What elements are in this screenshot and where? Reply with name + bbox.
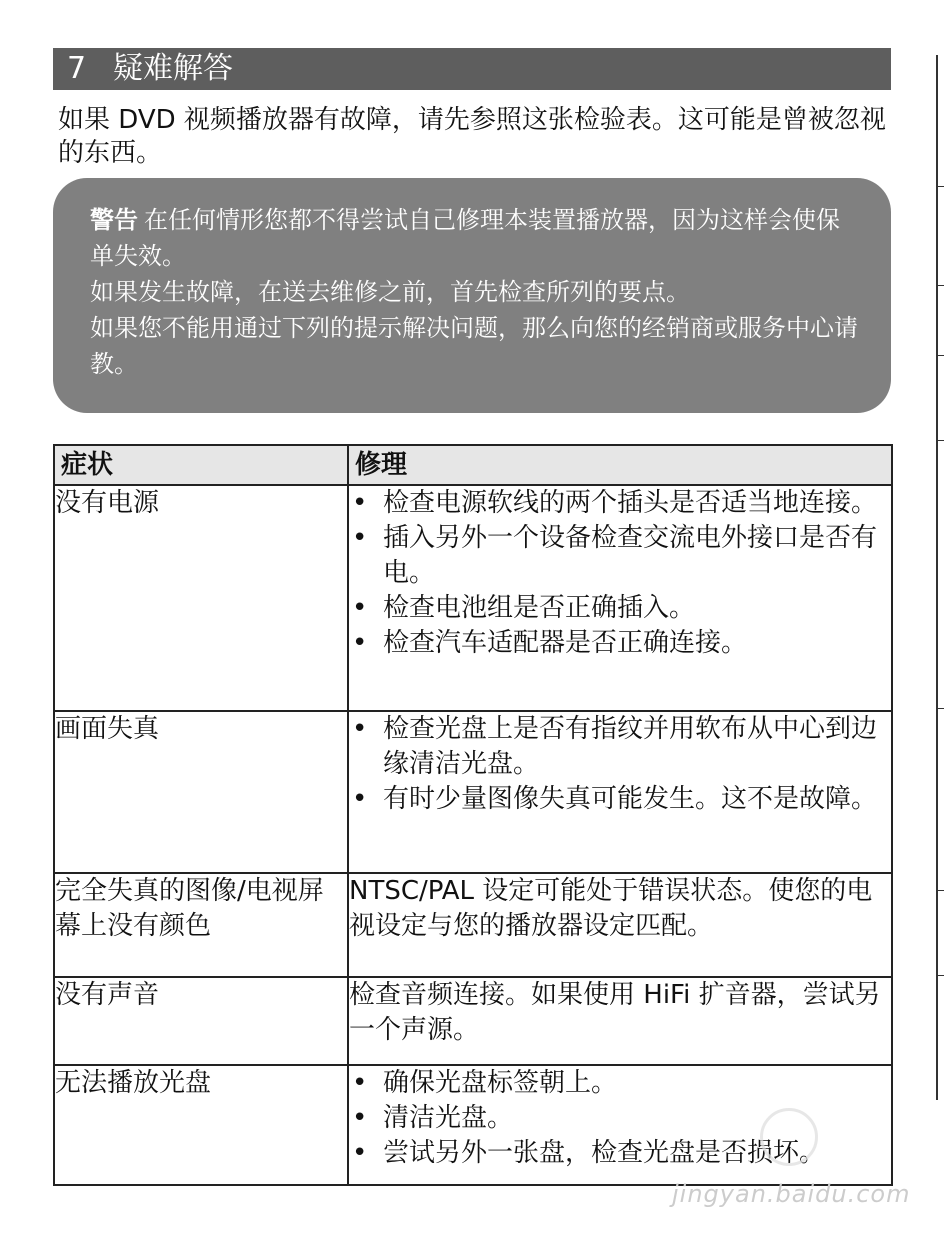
paw-watermark-icon [760, 1108, 818, 1166]
fix-item: • 有时少量图像失真可能发生。这不是故障。 [349, 782, 891, 817]
troubleshooting-table [53, 444, 893, 1186]
fix-cell [348, 873, 892, 977]
table-row [54, 711, 892, 873]
fix-cell [348, 711, 892, 873]
fix-text: 检查音频连接。如果使用 HiFi 扩音器，尝试另一个声源。 [349, 980, 881, 1045]
section-title: 疑难解答 [113, 51, 233, 86]
fix-item: • 检查电池组是否正确插入。 [349, 591, 891, 626]
symptom-cell: 没有电源 [54, 485, 348, 711]
section-number: 7 [67, 51, 87, 86]
column-header-symptom: 症状 [54, 445, 348, 485]
page-edge-tick [936, 285, 944, 286]
table-row [54, 485, 892, 711]
fix-list [349, 712, 891, 817]
section-header [53, 48, 891, 90]
column-header-fix: 修理 [348, 445, 892, 485]
fix-text: NTSC/PAL 设定可能处于错误状态。使您的电视设定与您的播放器设定匹配。 [349, 876, 873, 941]
fix-item: • 检查电源软线的两个插头是否适当地连接。 [349, 486, 891, 521]
page-edge-tick [936, 708, 944, 709]
warning-box [53, 178, 891, 413]
table-row [54, 977, 892, 1065]
warning-line [90, 202, 861, 274]
fix-item: • 确保光盘标签朝上。 [349, 1066, 891, 1101]
table-header-row [54, 445, 892, 485]
fix-item: • 尝试另外一张盘，检查光盘是否损坏。 [349, 1136, 891, 1171]
page-edge-rule [936, 55, 938, 1100]
warning-line: 如果您不能用通过下列的提示解决问题，那么向您的经销商或服务中心请教。 [90, 314, 858, 378]
warning-text: 在任何情形您都不得尝试自己修理本装置播放器，因为这样会使保单失效。 [90, 206, 840, 270]
symptom-cell: 无法播放光盘 [54, 1065, 348, 1185]
symptom-cell: 画面失真 [54, 711, 348, 873]
page-edge-tick [936, 355, 944, 356]
warning-line: 如果发生故障，在送去维修之前，首先检查所列的要点。 [90, 278, 690, 306]
table-row [54, 873, 892, 977]
fix-item: • 清洁光盘。 [349, 1101, 891, 1136]
watermark-text: jingyan.baidu.com [672, 1180, 911, 1208]
fix-item: • 插入另外一个设备检查交流电外接口是否有电。 [349, 521, 891, 591]
fix-item: • 检查光盘上是否有指纹并用软布从中心到边缘清洁光盘。 [349, 712, 891, 782]
symptom-cell: 完全失真的图像/电视屏幕上没有颜色 [54, 873, 348, 977]
fix-cell [348, 485, 892, 711]
page-edge-tick [936, 890, 944, 891]
fix-list [349, 486, 891, 661]
fix-item: • 检查汽车适配器是否正确连接。 [349, 626, 891, 661]
symptom-cell: 没有声音 [54, 977, 348, 1065]
page-edge-tick [936, 975, 944, 976]
page-edge-tick [936, 440, 944, 441]
intro-paragraph: 如果 DVD 视频播放器有故障，请先参照这张检验表。这可能是曾被忽视的东西。 [58, 105, 886, 168]
fix-cell [348, 977, 892, 1065]
warning-label: 警告 [90, 206, 138, 234]
page-edge-tick [936, 186, 944, 187]
